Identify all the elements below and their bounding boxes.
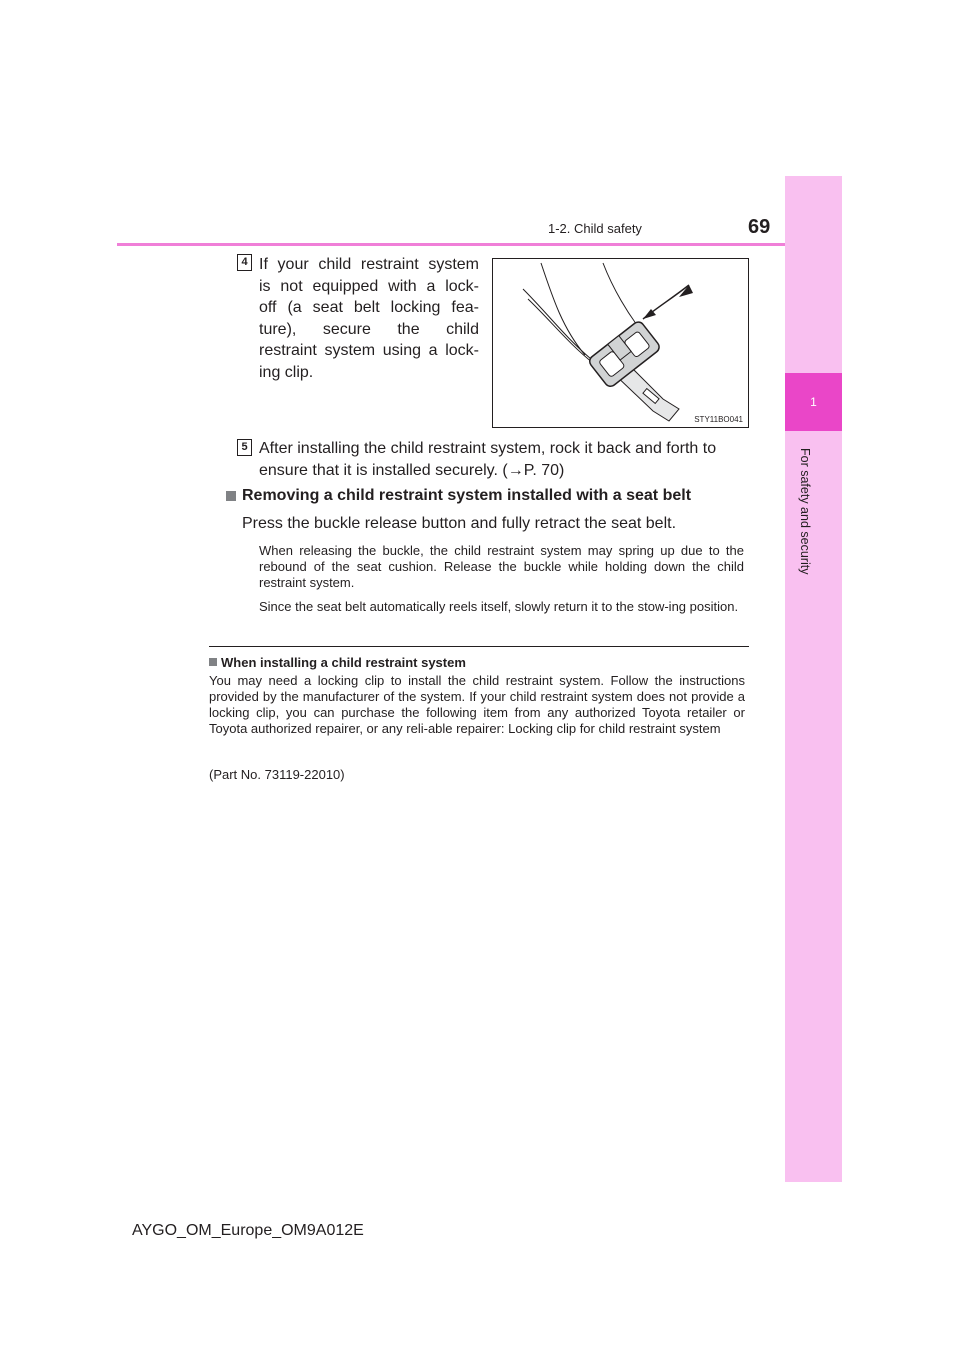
removing-heading-text: Removing a child restraint system installed with a seat belt [242,487,692,504]
info-part-number: (Part No. 73119-22010) [209,767,345,782]
chapter-number: 1 [810,395,817,409]
locking-clip-figure [492,258,749,428]
chapter-label: For safety and security [798,448,812,575]
info-heading [221,655,466,670]
step-4-text [259,254,479,383]
note-divider [209,646,749,647]
chapter-number-box[interactable] [785,373,842,431]
heading-square-icon [209,658,217,666]
chapter-side-tab [785,176,842,1182]
removing-note-1: When releasing the buckle, the child restraint system may spring up due to the rebound of the seat cushion. Release the buckle while holding down the child restraint system. [259,543,744,590]
heading-square-icon [226,491,236,501]
figure-code: STY11BO041 [694,415,743,424]
step-number-4: 4 [237,254,252,271]
page-number: 69 [748,216,771,238]
step-5-line: After installing the child restraint system, rock it back and forth to [259,440,717,457]
step-5-text [259,438,749,481]
step-4-line: ing clip. [259,363,314,381]
step-4-line: If your child restraint system [259,256,479,273]
document-id: AYGO_OM_Europe_OM9A012E [132,1222,364,1239]
locking-clip-illustration-icon [493,259,748,427]
step-4-line: restraint system using a lock- [259,342,479,359]
step-4-line: is not equipped with a lock- [259,277,479,295]
header-rule [117,243,785,246]
info-body: You may need a locking clip to install the child restraint system. Follow the instructions provided by the manufacturer of the system. If your child restraint system does not provide a locking clip, you can purchase the following item from any authorized Toyota retailer or Toyota authorized repairer, or any reli-able repairer: Locking clip for child restraint system [209,673,745,736]
step-4-line: ture), secure the child [259,320,479,338]
section-title: 1-2. Child safety [548,221,642,236]
removing-heading [242,487,691,505]
removing-note-2: Since the seat belt automatically reels itself, slowly return it to the stow-ing position. [259,599,739,614]
info-heading-text: When installing a child restraint system [221,655,466,670]
removing-instruction: Press the buckle release button and fully retract the seat belt. [242,515,677,532]
step-number-5: 5 [237,439,252,456]
step-4-line: off (a seat belt locking fea- [259,299,479,316]
step-5-line: ensure that it is installed securely. (→P. 70) [259,461,565,479]
